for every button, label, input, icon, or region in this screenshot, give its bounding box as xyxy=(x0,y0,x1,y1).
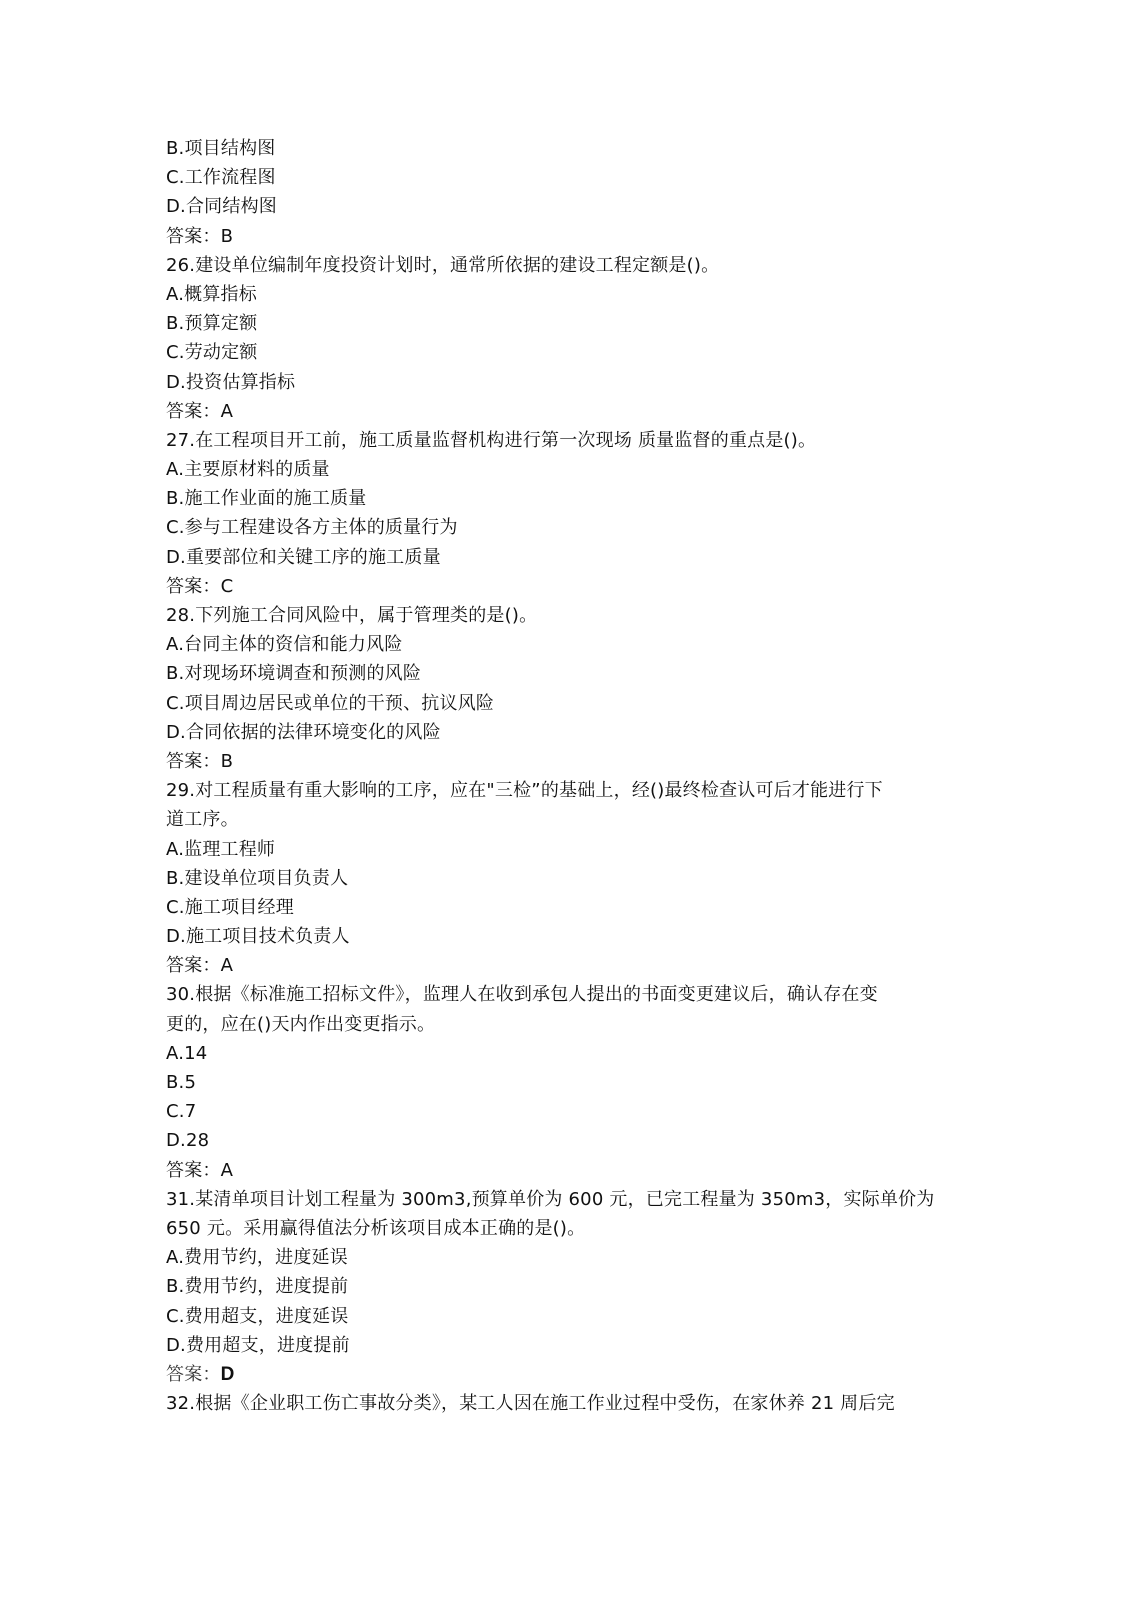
question-30-continued: 更的，应在()天内作出变更指示。 xyxy=(166,1013,436,1035)
option-line: D.重要部位和关键工序的施工质量 xyxy=(166,546,441,568)
answer-line: 答案：C xyxy=(166,575,234,597)
option-line: C.7 xyxy=(166,1101,197,1123)
option-line: A.台同主体的资信和能力风险 xyxy=(166,634,403,656)
option-line: D.合同依据的法律环境变化的风险 xyxy=(166,721,441,743)
option-line: B.施工作业面的施工质量 xyxy=(166,488,367,510)
question-31: 31.某清单项目计划工程量为 300m3,预算单价为 600 元，已完工程量为 350m3，实际单价为 xyxy=(166,1188,935,1210)
answer-line xyxy=(166,1360,956,1389)
answer-label: 答案： xyxy=(166,1363,221,1385)
question-32: 32.根据《企业职工伤亡事故分类》，某工人因在施工作业过程中受伤，在家休养 21 周后完 xyxy=(166,1393,895,1415)
option-line: D.投资估算指标 xyxy=(166,371,296,393)
option-line: B.建设单位项目负责人 xyxy=(166,867,349,889)
answer-line: 答案：A xyxy=(166,1159,234,1181)
question-28: 28.下列施工合同风险中，属于管理类的是()。 xyxy=(166,605,538,626)
question-26: 26.建设单位编制年度投资计划时，通常所依据的建设工程定额是()。 xyxy=(166,254,720,276)
option-line: D.施工项目技术负责人 xyxy=(166,926,350,948)
question-29: 29.对工程质量有重大影响的工序，应在"三检”的基础上，经()最终检查认可后才能进行下 xyxy=(166,780,883,802)
option-line: C.费用超支，进度延误 xyxy=(166,1305,349,1327)
answer-line: 答案：B xyxy=(166,750,234,772)
option-line: A.监理工程师 xyxy=(166,838,276,860)
answer-line: 答案：A xyxy=(166,955,234,977)
option-line: C.项目周边居民或单位的干预、抗议风险 xyxy=(166,692,495,714)
answer-line: 答案：A xyxy=(166,400,234,422)
option-line: C.工作流程图 xyxy=(166,167,276,189)
option-line: C.劳动定额 xyxy=(166,342,258,364)
question-30: 30.根据《标准施工招标文件》，监理人在收到承包人提出的书面变更建议后，确认存在变 xyxy=(166,984,878,1006)
answer-line: 答案：B xyxy=(166,225,234,247)
option-line: A.14 xyxy=(166,1042,208,1064)
option-line: A.费用节约，进度延误 xyxy=(166,1247,348,1269)
option-line: D.28 xyxy=(166,1130,210,1152)
option-line: D.合同结构图 xyxy=(166,196,277,218)
option-line: A.主要原材料的质量 xyxy=(166,459,330,481)
option-line: D.费用超支，进度提前 xyxy=(166,1334,350,1356)
question-31-continued: 650 元。采用赢得值法分析该项目成本正确的是()。 xyxy=(166,1217,586,1239)
question-29-continued: 道工序。 xyxy=(166,809,239,831)
option-line: B.5 xyxy=(166,1072,197,1093)
option-line: B.费用节约，进度提前 xyxy=(166,1276,349,1298)
option-line: C.施工项目经理 xyxy=(166,896,294,918)
option-line: A.概算指标 xyxy=(166,283,257,305)
question-27: 27.在工程项目开工前，施工质量监督机构进行第一次现场 质量监督的重点是()。 xyxy=(166,429,817,451)
option-line: C.参与工程建设各方主体的质量行为 xyxy=(166,517,458,539)
option-line: B.预算定额 xyxy=(166,313,258,335)
answer-value: D xyxy=(220,1363,235,1385)
option-line: B.项目结构图 xyxy=(166,138,276,159)
option-line: B.对现场环境调查和预测的风险 xyxy=(166,663,422,685)
document-page xyxy=(166,134,956,1418)
